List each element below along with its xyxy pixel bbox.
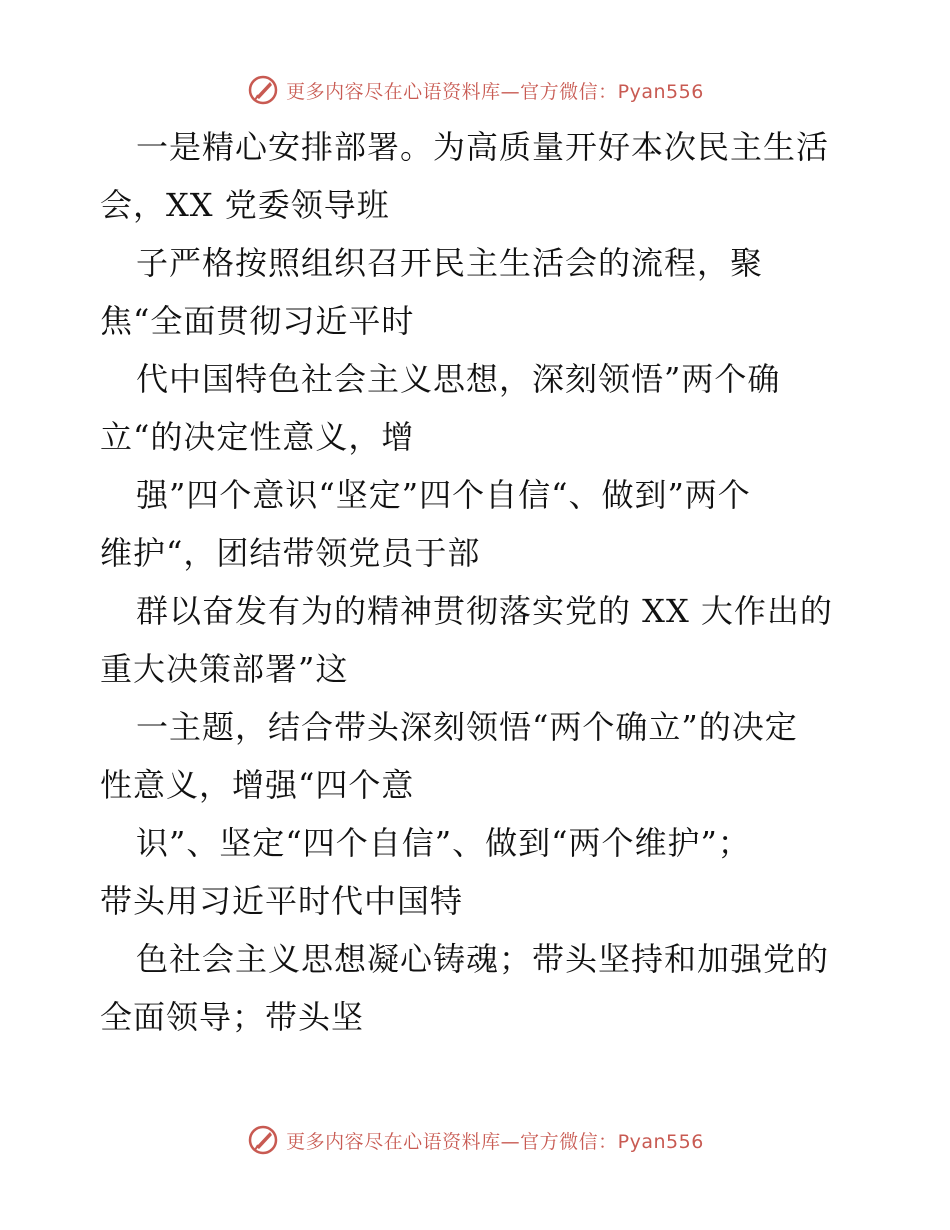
text-line: 群以奋发有为的精神贯彻落实党的 XX 大作出的: [136, 592, 833, 630]
document-body: [100, 118, 860, 1046]
text-line: 会，XX 党委领导班: [100, 186, 390, 224]
text-line: 一是精心安排部署。为高质量开好本次民主生活: [136, 128, 830, 166]
text-line: 强”四个意识“坚定”四个自信“、做到”两个: [136, 476, 751, 514]
text-line: 一主题，结合带头深刻领悟“两个确立”的决定: [136, 708, 798, 746]
text-line: 性意义，增强“四个意: [100, 766, 415, 804]
quill-logo-icon: [246, 73, 280, 107]
text-line: 带头用习近平时代中国特: [100, 882, 464, 920]
text-line: 立“的决定性意义，增: [100, 418, 415, 456]
header-banner-text: 更多内容尽在心语资料库—官方微信：Pyan556: [286, 80, 704, 103]
footer-banner: [0, 1120, 950, 1160]
text-line: 子严格按照组织召开民主生活会的流程，聚: [136, 244, 764, 282]
text-line: 全面领导；带头坚: [100, 998, 365, 1036]
text-line: 代中国特色社会主义思想，深刻领悟”两个确: [136, 360, 781, 398]
text-line: 色社会主义思想凝心铸魂；带头坚持和加强党的: [136, 940, 830, 978]
quill-logo-icon: [246, 1123, 280, 1157]
header-banner: [0, 70, 950, 110]
text-line: 重大决策部署”这: [100, 650, 349, 688]
text-line: 维护“，团结带领党员于部: [100, 534, 481, 572]
text-line: 识”、坚定“四个自信”、做到“两个维护”；: [136, 824, 751, 862]
text-line: 焦“全面贯彻习近平时: [100, 302, 415, 340]
footer-banner-text: 更多内容尽在心语资料库—官方微信：Pyan556: [286, 1130, 704, 1153]
